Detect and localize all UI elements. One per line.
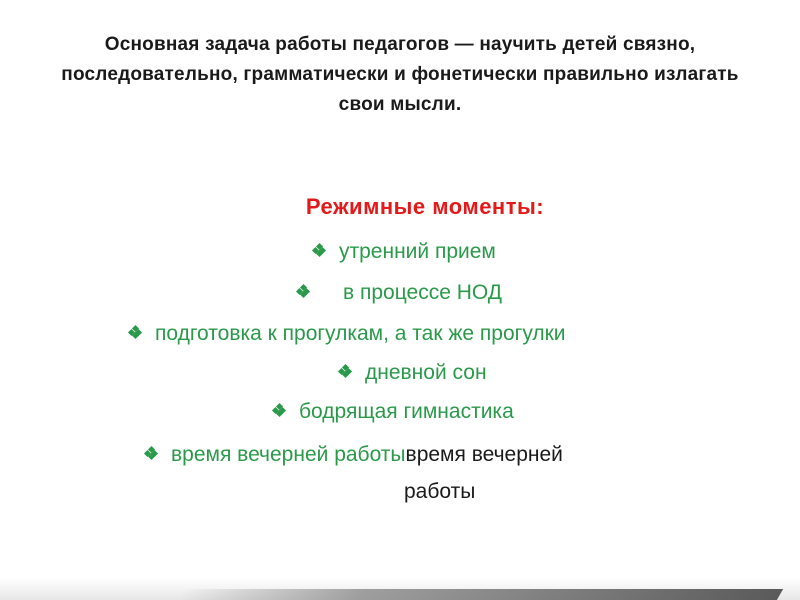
list-item <box>145 441 563 469</box>
list-item-label-dark: время вечерней <box>405 443 563 466</box>
diamond-bullet-icon <box>339 365 351 377</box>
diamond-bullet-icon <box>313 244 325 256</box>
slide-title: Основная задача работы педагогов — научить детей связно, последовательно, грамматически и фонетически правильно излагать свои мысли. <box>61 34 739 115</box>
list-item-continuation: работы <box>404 480 476 503</box>
list-item-label: дневной сон <box>365 361 487 384</box>
list-item-label: в процессе НОД <box>343 281 502 304</box>
list-item-label: подготовка к прогулкам, а так же прогулки <box>155 322 566 345</box>
list-item-label-green: время вечерней работы <box>171 443 406 466</box>
list-item <box>313 238 496 266</box>
diamond-bullet-icon <box>129 326 141 338</box>
diamond-bullet-icon <box>297 285 309 297</box>
diamond-bullet-icon <box>273 404 285 416</box>
list-item <box>129 320 566 348</box>
list-item-label: утренний прием <box>339 240 496 263</box>
slide-shadow-line <box>177 589 783 600</box>
list-item <box>273 398 514 426</box>
list-item <box>339 359 487 387</box>
section-heading: Режимные моменты: <box>305 194 545 219</box>
list-item <box>297 279 502 307</box>
diamond-bullet-icon <box>145 447 157 459</box>
list-item-label: бодрящая гимнастика <box>299 400 514 423</box>
